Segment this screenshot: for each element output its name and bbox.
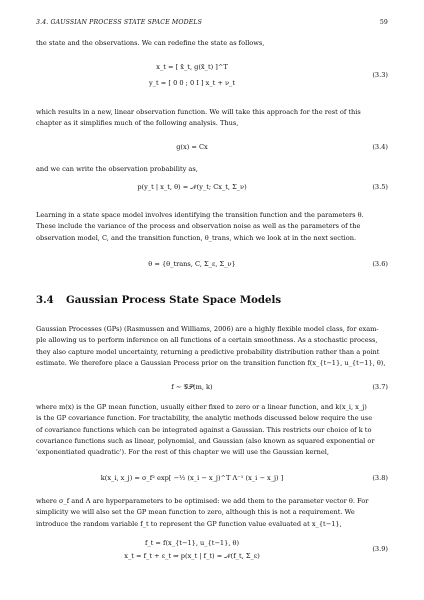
- running-title: 3.4. GAUSSIAN PROCESS STATE SPACE MODELS: [36, 19, 203, 26]
- text-line: 'exponentiated quadratic'). For the rest of this chapter we will use the Gaussian kernel,: [36, 448, 329, 457]
- equation-number: (3.7): [372, 383, 388, 391]
- paragraph-3: [36, 164, 388, 175]
- text-line: and we can write the observation probability as,: [36, 165, 198, 173]
- text-line: simplicity we will also set the GP mean function to zero, although this is not a requirement. We: [36, 508, 355, 517]
- equation-body: θ = {θ_trans, C, Σ_ε, Σ_ν}: [148, 260, 236, 268]
- text-line: Learning in a state space model involves identifying the transition function and the parameters θ.: [36, 211, 364, 219]
- text-line: of covariance functions which can be integrated against a Gaussian. This restricts our choice of k to: [36, 425, 372, 434]
- page-number: 59: [379, 19, 388, 26]
- section-title: Gaussian Process State Space Models: [66, 294, 282, 306]
- paragraph-4: [36, 210, 388, 244]
- text-line: the state and the observations. We can redefine the state as follows,: [36, 39, 265, 47]
- text-line: covariance functions such as linear, polynomial, and Gaussian (also known as squared exponential or: [36, 436, 375, 445]
- text-line: chapter as it simplifies much of the following analysis. Thus,: [36, 119, 239, 128]
- text-line: where m(x) is the GP mean function, usually either fixed to zero or a linear function, and k(x_i, x_j): [36, 403, 367, 411]
- equation-number: (3.8): [372, 474, 388, 482]
- text-line: Gaussian Processes (GPs) (Rasmussen and Williams, 2006) are a highly flexible model class, for exam-: [36, 325, 379, 333]
- text-line: These include the variance of the process and observation noise as well as the parameters of the: [36, 222, 361, 231]
- paragraph-7: [36, 496, 388, 530]
- equation-body: k(x_i, x_j) = σ_f² exp[ −½ (x_i − x_j)^T Λ⁻¹ (x_i − x_j) ]: [100, 474, 284, 482]
- running-header: [36, 19, 388, 31]
- text-line: observation model, C, and the transition function, θ_trans, which we look at in the next section.: [36, 233, 357, 242]
- equation-number: (3.5): [372, 183, 388, 191]
- text-line: estimate. We therefore place a Gaussian Process prior on the transition function f(x_{t−1}, u_{t−1}, θ),: [36, 358, 386, 367]
- equation-line: x_t = f_t + ε_t ⇒ p(x_t | f_t) = 𝒩(f_t, Σ_ε): [124, 552, 260, 560]
- equation-3-8: [36, 472, 388, 488]
- equation-line: x_t = [ x̃_t, g(x̃_t) ]^T: [156, 63, 228, 71]
- equation-3-3: [36, 62, 388, 96]
- equation-number: (3.4): [372, 143, 388, 151]
- paragraph-5: [36, 324, 388, 369]
- text-line: where σ_f and Λ are hyperparameters to be optimised: we add them to the parameter vector θ. For: [36, 497, 369, 505]
- equation-body: p(y_t | x_t, θ) = 𝒩(y_t; Cx_t, Σ_ν): [137, 183, 247, 191]
- section-heading: [36, 294, 281, 306]
- equation-number: (3.9): [372, 545, 388, 553]
- paragraph-6: [36, 402, 388, 458]
- paragraph-1: [36, 38, 388, 49]
- equation-number: (3.6): [372, 260, 388, 268]
- equation-3-5: [36, 183, 388, 195]
- equation-body: f ∼ 𝒢𝒫(m, k): [171, 383, 213, 391]
- equation-body: g(x) = Cx: [176, 143, 208, 151]
- equation-3-7: [36, 383, 388, 395]
- text-line: introduce the random variable f_t to represent the GP function value evaluated at x_{t−1},: [36, 519, 342, 528]
- equation-3-6: [36, 260, 388, 272]
- equation-number: (3.3): [372, 71, 388, 79]
- text-line: is the GP covariance function. For tractability, the analytic methods discussed below require the use: [36, 414, 373, 423]
- equation-3-4: [36, 143, 388, 155]
- paragraph-2: [36, 107, 388, 130]
- section-number: 3.4: [36, 294, 54, 306]
- equation-line: y_t = [ 0 0 ; 0 I ] x_t + ν_t: [149, 79, 235, 87]
- equation-3-9: [36, 538, 388, 568]
- text-line: ple allowing us to perform inference on all functions of a certain smoothness. As a stochastic process,: [36, 336, 378, 345]
- equation-line: f_t = f(x_{t−1}, u_{t−1}, θ): [144, 539, 240, 547]
- text-line: they also capture model uncertainty, returning a predictive probability distribution rather than a point: [36, 347, 380, 356]
- text-line: which results in a new, linear observation function. We will take this approach for the rest of this: [36, 108, 361, 116]
